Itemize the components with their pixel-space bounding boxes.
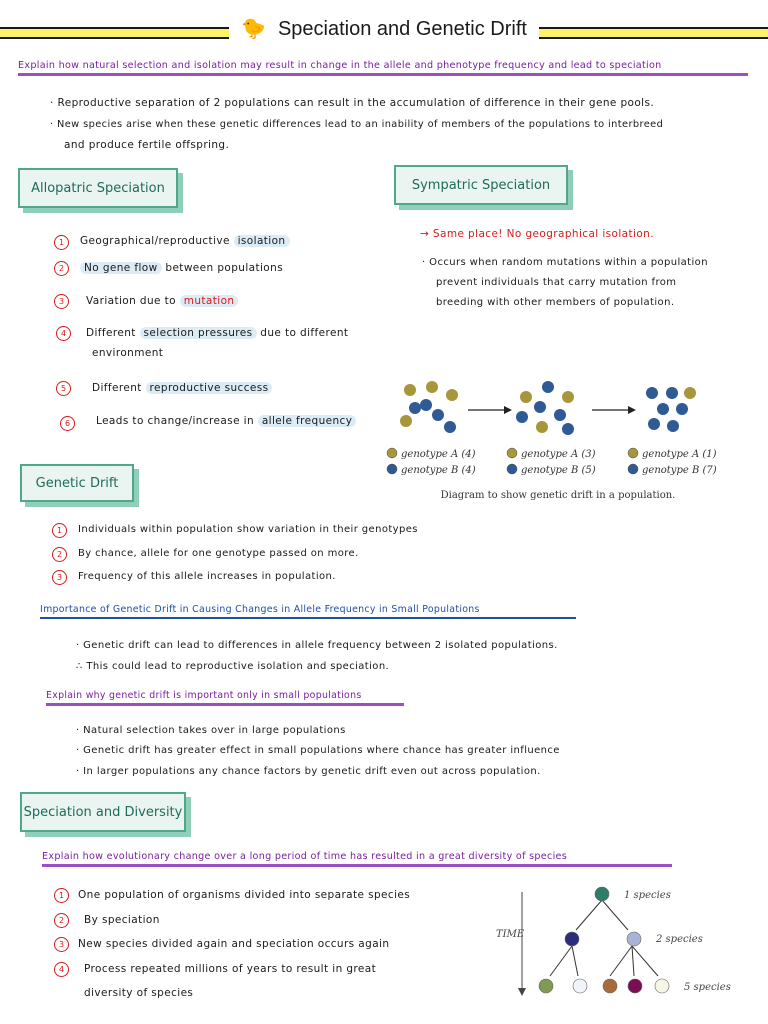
diversity-item-2: By speciation <box>84 914 160 926</box>
diversity-item-3: New species divided again and speciation occurs again <box>78 938 390 950</box>
small-pop-line-2: · Genetic drift has greater effect in small populations where chance has greater influence <box>76 745 560 756</box>
drift-caption: Diagram to show genetic drift in a population. <box>440 490 676 501</box>
item-number: 5 <box>56 381 71 396</box>
item-number: 6 <box>60 416 75 431</box>
item-number: 1 <box>54 888 69 903</box>
intro-line-1: · Reproductive separation of 2 populations can result in the accumulation of difference in their gene pools. <box>50 97 655 109</box>
svg-text:genotype A (1): genotype A (1) <box>642 449 717 460</box>
genotype-a-dot <box>400 415 412 427</box>
importance-line-1: · Genetic drift can lead to differences in allele frequency between 2 isolated populations. <box>76 640 558 651</box>
genotype-b-dot <box>534 401 546 413</box>
question-small-populations: Explain why genetic drift is important only in small populations <box>46 690 404 706</box>
allopatric-item-5: Different reproductive success <box>92 382 272 394</box>
label-2-species: 2 species <box>656 934 703 945</box>
genotype-b-dot <box>562 423 574 435</box>
svg-text:genotype B (7): genotype B (7) <box>642 465 717 476</box>
genotype-b-dot <box>420 399 432 411</box>
allopatric-item-4-cont: environment <box>92 347 164 359</box>
sympatric-heading: Sympatric Speciation <box>394 165 568 205</box>
genotype-b-dot <box>676 403 688 415</box>
svg-text:genotype B (4): genotype B (4) <box>401 465 476 476</box>
genotype-a-dot <box>446 389 458 401</box>
diversity-item-4: Process repeated millions of years to result in great <box>84 963 377 975</box>
small-pop-line-1: · Natural selection takes over in large populations <box>76 725 346 736</box>
genotype-b-dot <box>542 381 554 393</box>
item-number: 1 <box>54 235 69 250</box>
item-number: 2 <box>54 913 69 928</box>
allopatric-item-3: Variation due to mutation <box>86 295 238 307</box>
svg-text:genotype A (4): genotype A (4) <box>401 449 476 460</box>
sympatric-line-1: · Occurs when random mutations within a population <box>422 257 708 268</box>
question-natural-selection: Explain how natural selection and isolation may result in change in the allele and phenotype frequency and lead to speciation <box>18 60 748 76</box>
diversity-item-1: One population of organisms divided into separate species <box>78 889 411 901</box>
item-number: 4 <box>56 326 71 341</box>
genotype-b-dot <box>409 402 421 414</box>
sympatric-tagline: → Same place! No geographical isolation. <box>420 228 654 240</box>
genotype-b-dot <box>516 411 528 423</box>
genotype-b-dot <box>646 387 658 399</box>
time-label: TIME <box>496 929 525 940</box>
allopatric-item-1: Geographical/reproductive isolation <box>80 235 290 247</box>
importance-line-2: ∴ This could lead to reproductive isolation and speciation. <box>76 661 390 672</box>
genotype-a-dot <box>562 391 574 403</box>
genetic-drift-heading: Genetic Drift <box>20 464 134 502</box>
importance-heading: Importance of Genetic Drift in Causing Changes in Allele Frequency in Small Populations <box>40 604 576 619</box>
small-pop-line-3: · In larger populations any chance factors by genetic drift even out across population. <box>76 766 541 777</box>
sympatric-line-3: breeding with other members of population. <box>436 297 675 308</box>
genotype-b-dot <box>444 421 456 433</box>
genotype-b-dot <box>432 409 444 421</box>
item-number: 3 <box>54 294 69 309</box>
genotype-b-dot <box>657 403 669 415</box>
drift-item-3: Frequency of this allele increases in population. <box>78 571 336 582</box>
drift-item-1: Individuals within population show variation in their genotypes <box>78 524 418 535</box>
item-number: 3 <box>52 570 67 585</box>
speciation-tree-diagram <box>488 880 748 1004</box>
population-2 <box>516 381 574 435</box>
drift-item-2: By chance, allele for one genotype passed on more. <box>78 548 359 559</box>
genotype-a-dot <box>404 384 416 396</box>
label-1-species: 1 species <box>624 890 671 901</box>
sympatric-line-2: prevent individuals that carry mutation from <box>436 277 677 288</box>
genotype-b-dot <box>648 418 660 430</box>
item-number: 1 <box>52 523 67 538</box>
page-title: 🐤 Speciation and Genetic Drift <box>0 16 768 41</box>
time-arrow-head <box>518 988 526 996</box>
allopatric-item-2: No gene flow between populations <box>80 262 283 274</box>
svg-text:genotype B (5): genotype B (5) <box>521 465 596 476</box>
genotype-b-dot <box>666 387 678 399</box>
allopatric-item-6: Leads to change/increase in allele frequency <box>96 415 356 427</box>
genotype-a-dot <box>684 387 696 399</box>
genotype-b-dot <box>554 409 566 421</box>
genotype-b-dot <box>667 420 679 432</box>
drift-legend <box>387 448 717 476</box>
intro-line-2: · New species arise when these genetic differences lead to an inability of members of the populations to interbreed <box>50 119 664 130</box>
item-number: 4 <box>54 962 69 977</box>
item-number: 2 <box>54 261 69 276</box>
item-number: 3 <box>54 937 69 952</box>
population-3 <box>646 387 696 432</box>
allopatric-heading: Allopatric Speciation <box>18 168 178 208</box>
speciation-diversity-heading: Speciation and Diversity <box>20 792 186 832</box>
allopatric-item-4: Different selection pressures due to different <box>86 327 349 339</box>
genotype-a-dot <box>520 391 532 403</box>
label-5-species: 5 species <box>684 982 731 993</box>
svg-text:genotype A (3): genotype A (3) <box>521 449 596 460</box>
drift-arrow <box>592 406 636 414</box>
drift-arrow <box>468 406 512 414</box>
intro-line-3: and produce fertile offspring. <box>64 139 230 151</box>
genotype-a-dot <box>536 421 548 433</box>
genetic-drift-diagram <box>370 370 746 504</box>
chick-icon: 🐤 <box>235 18 272 40</box>
question-diversity: Explain how evolutionary change over a long period of time has resulted in a great diversity of species <box>42 851 672 867</box>
diversity-item-4-cont: diversity of species <box>84 987 194 999</box>
population-1 <box>400 381 458 433</box>
genotype-a-dot <box>426 381 438 393</box>
item-number: 2 <box>52 547 67 562</box>
